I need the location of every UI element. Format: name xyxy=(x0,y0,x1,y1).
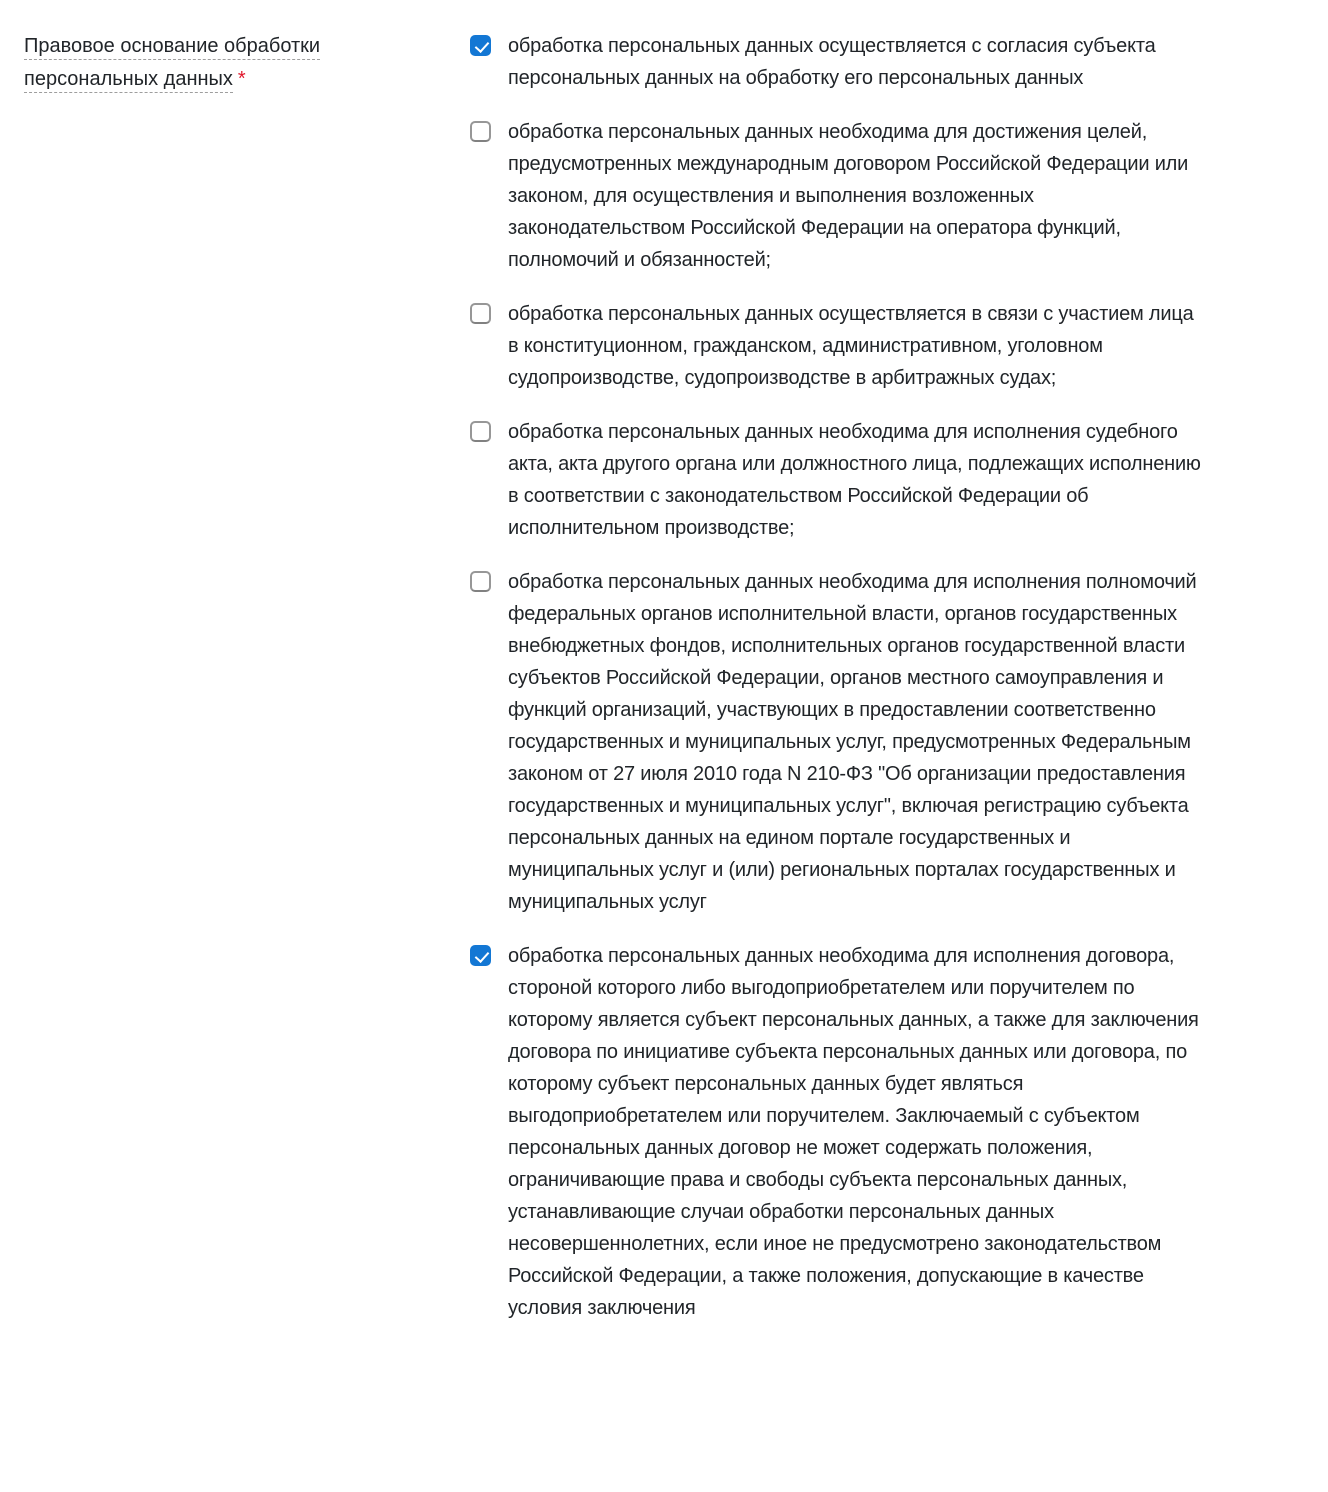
checkbox-option-label: обработка персональных данных необходима для достижения целей, предусмотренных международным договором Российской Федерации или законом, для осуществления и выполнения возложенных законодательством Российской Федерации на оператора функций, полномочий и обязанностей; xyxy=(508,121,1189,271)
field-label-text: Правовое основание обработки персональных данных xyxy=(24,35,320,93)
field-label xyxy=(24,30,470,1346)
checkbox-option-label: обработка персональных данных необходима для исполнения судебного акта, акта другого органа или должностного лица, подлежащих исполнению в соответствии с законодательством Российской Федерации об исполнительном производстве; xyxy=(508,421,1201,539)
checkbox[interactable] xyxy=(470,35,491,56)
checkbox[interactable] xyxy=(470,421,491,442)
checkbox-group xyxy=(470,30,1280,1346)
checkbox-option-label: обработка персональных данных осуществляется с согласия субъекта персональных данных на обработку его персональных данных xyxy=(508,35,1156,89)
required-asterisk: * xyxy=(237,68,246,90)
checkbox-option-1[interactable] xyxy=(470,30,1280,94)
checkbox[interactable] xyxy=(470,571,491,592)
checkbox-option-6[interactable] xyxy=(470,940,1280,1324)
checkbox-option-label: обработка персональных данных необходима для исполнения договора, стороной которого либо выгодоприобретателем или поручителем по которому является субъект персональных данных, а также для заключения договора по инициативе субъекта персональных данных или договора, по которому субъект персональных данных будет являться выгодоприобретателем или поручителем. Заключаемый с субъектом персональных данных договор не может содержать положения, ограничивающие права и свободы субъекта персональных данных, устанавливающие случаи обработки персональных данных несовершеннолетних, если иное не предусмотрено законодательством Российской Федерации, а также положения, допускающие в качестве условия заключения xyxy=(508,945,1199,1319)
checkbox-option-label: обработка персональных данных осуществляется в связи с участием лица в конституционном, гражданском, административном, уголовном судопроизводстве, судопроизводстве в арбитражных судах; xyxy=(508,303,1194,389)
checkbox[interactable] xyxy=(470,303,491,324)
checkbox-option-3[interactable] xyxy=(470,298,1280,394)
checkbox-option-label: обработка персональных данных необходима для исполнения полномочий федеральных органов исполнительной власти, органов государственных внебюджетных фондов, исполнительных органов государственной власти субъектов Российской Федерации, органов местного самоуправления и функций организаций, участвующих в предоставлении соответственно государственных и муниципальных услуг, предусмотренных Федеральным законом от 27 июля 2010 года N 210-ФЗ "Об организации предоставления государственных и муниципальных услуг", включая регистрацию субъекта персональных данных на едином портале государственных и муниципальных услуг и (или) региональных порталах государственных и муниципальных услуг xyxy=(508,571,1197,913)
checkbox[interactable] xyxy=(470,945,491,966)
checkbox-option-5[interactable] xyxy=(470,566,1280,918)
checkbox[interactable] xyxy=(470,121,491,142)
checkbox-option-2[interactable] xyxy=(470,116,1280,276)
checkbox-option-4[interactable] xyxy=(470,416,1280,544)
